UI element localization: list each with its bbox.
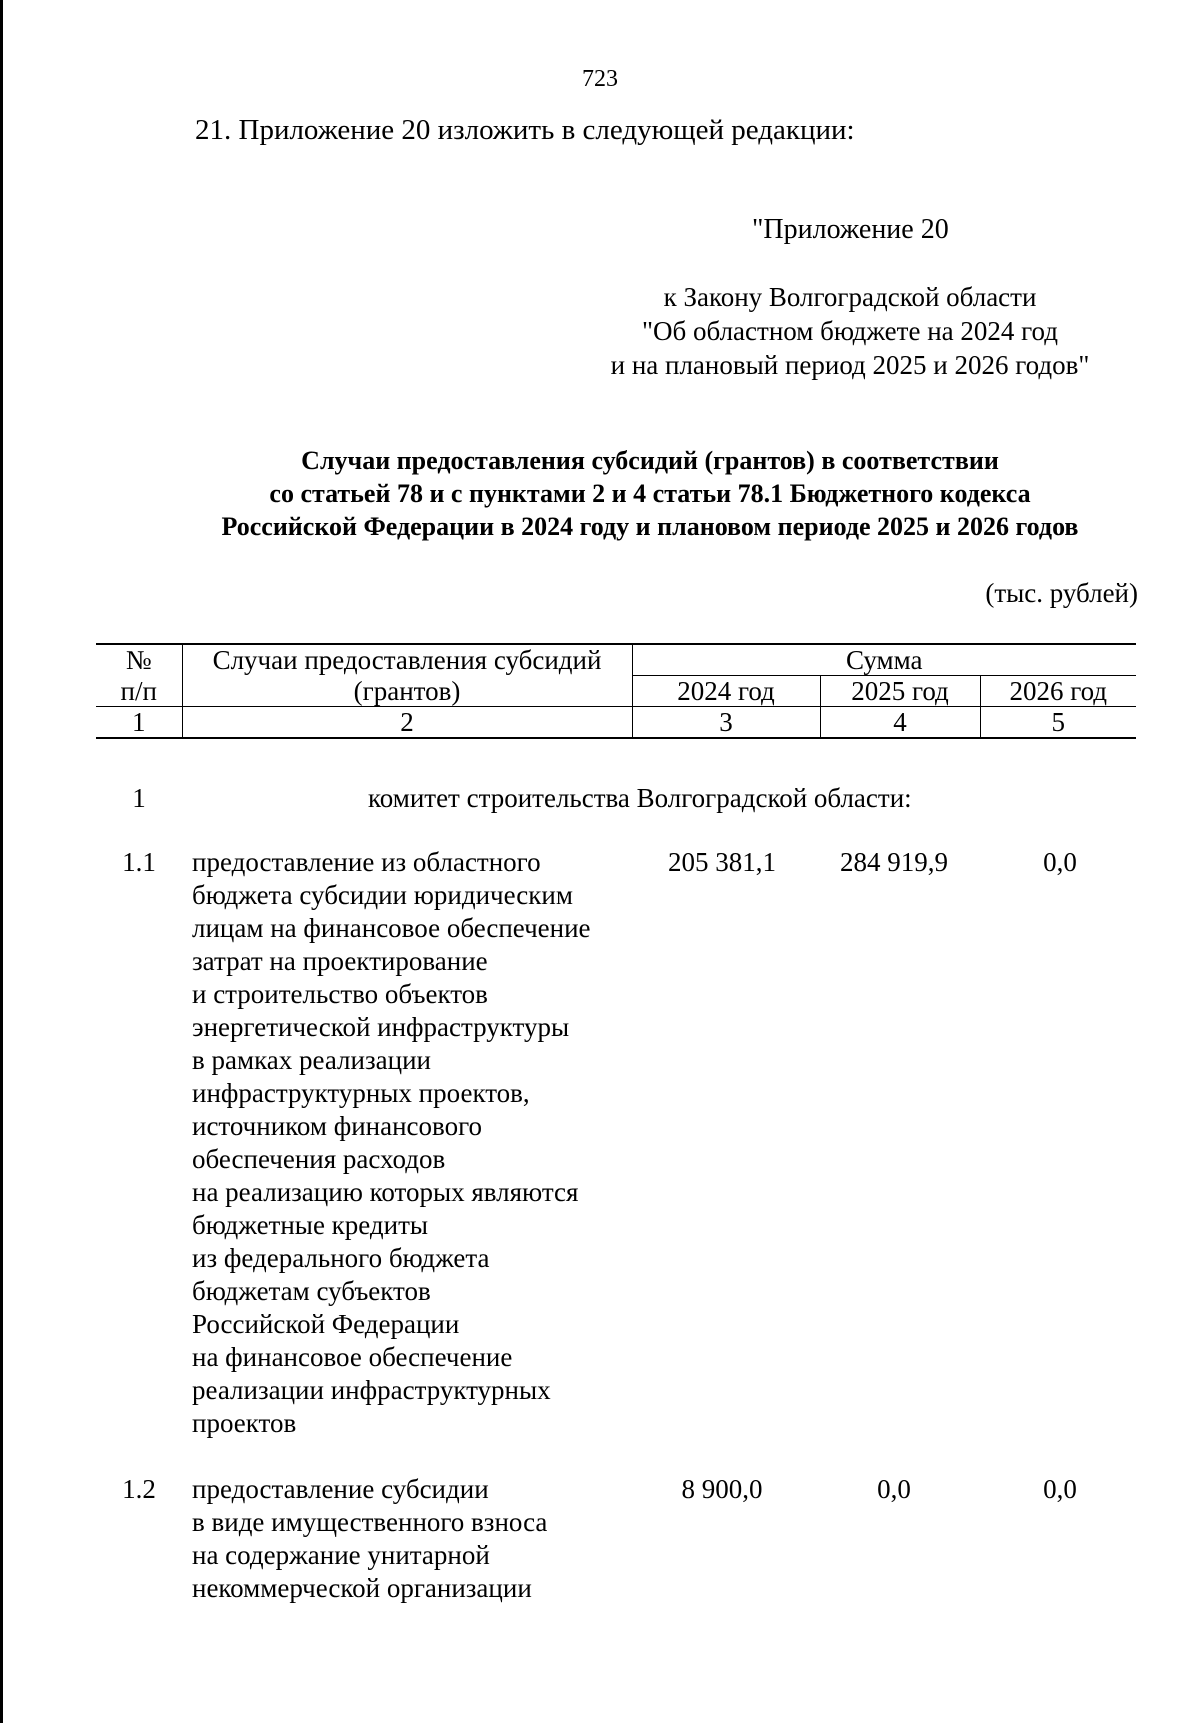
description-line: из федерального бюджета: [192, 1243, 490, 1273]
description-line: предоставление субсидии: [192, 1474, 489, 1504]
header-sum: Сумма: [632, 644, 1136, 676]
header-case-line2: (грантов): [182, 676, 632, 707]
description-line: Российской Федерации: [192, 1309, 460, 1339]
title-line: Случаи предоставления субсидий (грантов) в соответствии: [301, 446, 999, 475]
description-line: предоставление из областного: [192, 847, 541, 877]
column-number: 3: [632, 707, 820, 739]
description-line: инфраструктурных проектов,: [192, 1078, 530, 1108]
description-line: источником финансового: [192, 1111, 482, 1141]
value-2025: 284 919,9: [840, 847, 948, 877]
description-line: бюджетные кредиты: [192, 1210, 429, 1240]
law-reference: [580, 280, 1120, 382]
law-reference-line: к Закону Волгоградской области: [663, 282, 1037, 312]
column-number: 5: [980, 707, 1136, 739]
description-line: бюджета субсидии юридическим: [192, 880, 573, 910]
description-line: бюджетам субъектов: [192, 1276, 431, 1306]
column-number: 4: [820, 707, 980, 739]
header-year-2024: 2024 год: [632, 676, 820, 707]
header-case-line1: Случаи предоставления субсидий: [182, 644, 632, 676]
column-number: 1: [96, 707, 182, 739]
unit-label: (тыс. рублей): [985, 578, 1138, 608]
value-2026: 0,0: [1043, 847, 1077, 877]
description-line: на финансовое обеспечение: [192, 1342, 513, 1372]
header-num-line1: №: [96, 644, 182, 676]
description-line: на реализацию которых являются: [192, 1177, 579, 1207]
row-description: [192, 1473, 632, 1605]
description-line: в рамках реализации: [192, 1045, 431, 1075]
description-line: лицам на финансовое обеспечение: [192, 913, 591, 943]
description-line: затрат на проектирование: [192, 946, 488, 976]
description-line: проектов: [192, 1408, 297, 1438]
value-2025: 0,0: [877, 1474, 911, 1504]
value-2026: 0,0: [1043, 1474, 1077, 1504]
row-number: 1.2: [122, 1474, 156, 1504]
document-title: [120, 444, 1180, 543]
row-number: 1.1: [122, 847, 156, 877]
description-line: некоммерческой организации: [192, 1573, 532, 1603]
page-number: 723: [582, 66, 618, 92]
description-line: и строительство объектов: [192, 979, 488, 1009]
description-line: обеспечения расходов: [192, 1144, 446, 1174]
title-line: со статьей 78 и с пунктами 2 и 4 статьи 78.1 Бюджетного кодекса: [269, 479, 1031, 508]
scan-edge-line: [0, 0, 3, 1723]
column-number: 2: [182, 707, 632, 739]
header-year-2025: 2025 год: [820, 676, 980, 707]
description-line: на содержание унитарной: [192, 1540, 490, 1570]
row-description: [192, 846, 632, 1440]
law-reference-line: "Об областном бюджете на 2024 год: [642, 316, 1058, 346]
value-2024: 205 381,1: [668, 847, 776, 877]
section-number: 1: [132, 783, 146, 813]
table-header: [96, 643, 1136, 739]
header-num-line2: п/п: [96, 676, 182, 707]
description-line: в виде имущественного взноса: [192, 1507, 548, 1537]
section-title: комитет строительства Волгоградской области:: [368, 783, 912, 813]
description-line: реализации инфраструктурных: [192, 1375, 551, 1405]
law-reference-line: и на плановый период 2025 и 2026 годов": [610, 350, 1090, 380]
description-line: энергетической инфраструктуры: [192, 1012, 570, 1042]
appendix-label: "Приложение 20: [752, 214, 949, 245]
value-2024: 8 900,0: [681, 1474, 763, 1504]
amendment-instruction: 21. Приложение 20 изложить в следующей редакции:: [195, 114, 855, 146]
title-line: Российской Федерации в 2024 году и плановом периоде 2025 и 2026 годов: [221, 512, 1079, 541]
header-year-2026: 2026 год: [980, 676, 1136, 707]
